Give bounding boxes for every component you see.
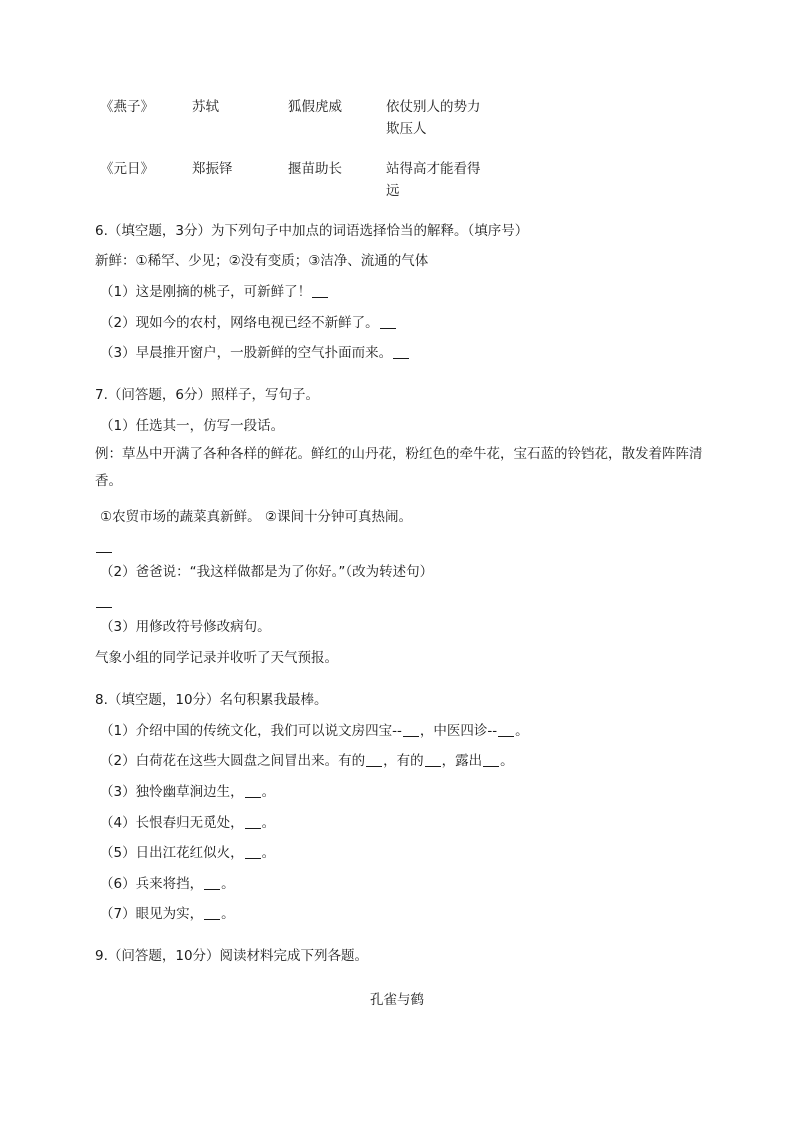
q6-options: 新鲜：①稀罕、少见；②没有变质；③洁净、流通的气体 bbox=[95, 253, 429, 269]
q8-item-7: （7）眼见为实， 。 bbox=[100, 906, 235, 922]
q8-header: 8.（填空题，10分）名句积累我最棒。 bbox=[95, 692, 328, 708]
q8-item-5: （5）日出江花红似火， 。 bbox=[100, 845, 276, 861]
q7-sentence: 气象小组的同学记录并收听了天气预报。 bbox=[95, 650, 338, 666]
q6-item-1: （1）这是刚摘的桃子，可新鲜了！ bbox=[100, 282, 329, 302]
answer-blank[interactable] bbox=[245, 814, 261, 829]
answer-blank[interactable] bbox=[403, 722, 419, 737]
q6-item-3: （3）早晨推开窗户，一股新鲜的空气扑面而来。 bbox=[100, 343, 410, 363]
answer-blank[interactable] bbox=[96, 593, 112, 608]
match-meaning: 依仗别人的势力欺压人 bbox=[386, 99, 481, 137]
match-meaning: 站得高才能看得远 bbox=[386, 161, 481, 199]
answer-blank[interactable] bbox=[245, 783, 261, 798]
q7-example: 例：草丛中开满了各种各样的鲜花。鲜红的山丹花，粉红色的牵牛花，宝石蓝的铃铛花，散发着阵阵清香。 bbox=[95, 446, 703, 489]
q6-header: 6.（填空题，3分）为下列句子中加点的词语选择恰当的解释。（填序号） bbox=[95, 223, 529, 239]
answer-blank[interactable] bbox=[483, 752, 499, 767]
passage-title: 孔雀与鹤 bbox=[370, 992, 424, 1008]
match-row-1 bbox=[100, 96, 520, 146]
match-title: 《元日》 bbox=[100, 161, 154, 177]
q7-sub-2: （2）爸爸说：“我这样做都是为了你好。”（改为转述句） bbox=[100, 564, 434, 580]
answer-blank[interactable] bbox=[312, 283, 328, 298]
q7-answer-line-1[interactable] bbox=[95, 537, 113, 557]
match-idiom: 狐假虎威 bbox=[288, 99, 342, 115]
match-author: 苏轼 bbox=[192, 99, 219, 115]
q8-item-6: （6）兵来将挡， 。 bbox=[100, 876, 235, 892]
answer-blank[interactable] bbox=[96, 538, 112, 553]
answer-blank[interactable] bbox=[380, 314, 396, 329]
q8-item-1: （1）介绍中国的传统文化，我们可以说文房四宝-- ，中医四诊-- 。 bbox=[100, 723, 529, 739]
match-author: 郑振铎 bbox=[192, 161, 233, 177]
q7-answer-line-2[interactable] bbox=[95, 592, 113, 612]
q6-item-2: （2）现如今的农村，网络电视已经不新鲜了。 bbox=[100, 313, 397, 333]
answer-blank[interactable] bbox=[498, 722, 514, 737]
q8-item-4: （4）长恨春归无觅处， 。 bbox=[100, 815, 276, 831]
match-title: 《燕子》 bbox=[100, 99, 154, 115]
answer-blank[interactable] bbox=[393, 344, 409, 359]
answer-blank[interactable] bbox=[366, 752, 382, 767]
answer-blank[interactable] bbox=[245, 844, 261, 859]
match-row-2 bbox=[100, 158, 520, 208]
answer-blank[interactable] bbox=[425, 752, 441, 767]
q8-item-3: （3）独怜幽草涧边生， 。 bbox=[100, 784, 276, 800]
q9-header: 9.（问答题，10分）阅读材料完成下列各题。 bbox=[95, 948, 369, 964]
q7-sub-3: （3）用修改符号修改病句。 bbox=[100, 619, 271, 635]
q8-item-2: （2）白荷花在这些大圆盘之间冒出来。有的 ，有的 ，露出 。 bbox=[100, 753, 514, 769]
answer-blank[interactable] bbox=[204, 905, 220, 920]
match-idiom: 揠苗助长 bbox=[288, 161, 342, 177]
q7-sub-1: （1）任选其一，仿写一段话。 bbox=[100, 418, 285, 434]
q7-choices: ①农贸市场的蔬菜真新鲜。 ②课间十分钟可真热闹。 bbox=[100, 509, 412, 525]
q7-header: 7.（问答题，6分）照样子，写句子。 bbox=[95, 387, 319, 403]
answer-blank[interactable] bbox=[204, 875, 220, 890]
